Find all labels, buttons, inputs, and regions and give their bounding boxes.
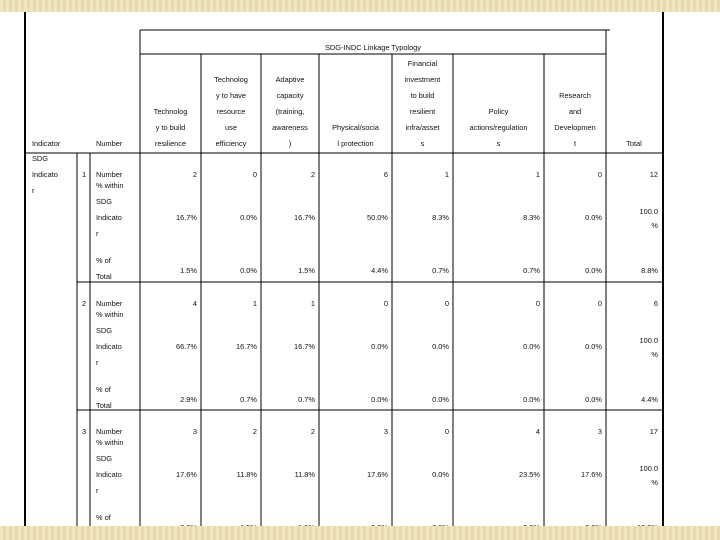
row-group-label: SDG [32, 154, 49, 163]
row-id: 2 [82, 299, 87, 308]
cell-value: 0.0% [585, 213, 602, 222]
measure-label-within: r [96, 486, 99, 495]
cell-value: 12 [649, 170, 658, 179]
column-header: use [225, 123, 237, 132]
row-id: 1 [82, 170, 87, 179]
cell-value: 0 [383, 299, 388, 308]
column-header: to build [410, 91, 435, 100]
cell-value: 0.0% [432, 470, 449, 479]
column-header: Adaptive [275, 75, 305, 84]
cell-value: 0.0% [523, 342, 540, 351]
cell-value: 1 [252, 299, 257, 308]
measure-label-within: Indicato [96, 470, 122, 479]
measure-label-total: Total [96, 401, 112, 410]
measure-label-total: % of [96, 256, 111, 265]
column-header: t [573, 139, 577, 148]
cell-value: 16.7% [294, 342, 315, 351]
column-header: l protection [337, 139, 374, 148]
crosstab-grid [26, 12, 662, 526]
cell-value: 0 [535, 299, 540, 308]
column-header: y to build [155, 123, 186, 132]
measure-label-within: r [96, 229, 99, 238]
cell-value: 0 [597, 170, 602, 179]
measure-label-within: Indicato [96, 213, 122, 222]
cell-value: 50.0% [367, 213, 388, 222]
column-header: Research [559, 91, 591, 100]
measure-label-count: Number [96, 299, 123, 308]
measure-label-within: SDG [96, 326, 113, 335]
cell-value: 0.0% [523, 395, 540, 404]
column-header: and [568, 107, 582, 116]
measure-label-within: % within [96, 181, 124, 190]
column-header: efficiency [215, 139, 247, 148]
cell-value: 16.7% [176, 213, 197, 222]
column-header: capacity [276, 91, 304, 100]
cell-value: 0.0% [585, 395, 602, 404]
measure-label-total: % of [96, 385, 111, 394]
cell-value: 2 [252, 427, 257, 436]
crosstab-table [24, 12, 664, 526]
measure-label-count: Number [96, 170, 123, 179]
cell-value: 0.7% [240, 395, 257, 404]
cell-value: 0.0% [371, 395, 388, 404]
cell-value: 4 [535, 427, 540, 436]
row-group-label: Indicato [32, 170, 58, 179]
column-header: Policy [488, 107, 509, 116]
cell-value: 17.6% [367, 470, 388, 479]
measure-label-within: SDG [96, 197, 113, 206]
row-group-label: r [32, 186, 35, 195]
column-header: Financial [407, 59, 438, 68]
cell-value: 0.7% [432, 266, 449, 275]
typology-header: SDG-INDC Linkage Typology [325, 43, 421, 52]
cell-value: 1 [310, 299, 315, 308]
cell-value: 0.7% [298, 395, 315, 404]
stub-header-number: Number [96, 139, 123, 148]
measure-label-within: SDG [96, 454, 113, 463]
measure-label-within: % within [96, 310, 124, 319]
cell-value: 17.6% [176, 470, 197, 479]
cell-value: 0.0% [585, 342, 602, 351]
cell-value: 4.4% [641, 395, 658, 404]
cell-value: 17 [649, 427, 658, 436]
cell-value: 2.9% [180, 395, 197, 404]
column-header: ) [288, 139, 292, 148]
cell-value: 66.7% [176, 342, 197, 351]
cell-value: 2 [192, 170, 197, 179]
cell-value: 0 [444, 299, 449, 308]
column-header: (training, [275, 107, 305, 116]
cell-value: 8.8% [641, 266, 658, 275]
cell-value: 0.0% [240, 266, 257, 275]
cell-value: 0.0% [585, 266, 602, 275]
cell-value: 16.7% [294, 213, 315, 222]
cell-value: 0.0% [432, 342, 449, 351]
cell-value: 8.3% [523, 213, 540, 222]
cell-value: % [651, 478, 658, 487]
column-header: Technolog [153, 107, 188, 116]
column-header: s [496, 139, 501, 148]
cell-value: 0.0% [432, 395, 449, 404]
cell-value: 0.7% [523, 266, 540, 275]
cell-value: 3 [192, 427, 197, 436]
cell-value: 1.5% [180, 266, 197, 275]
cell-value: 100.0 [639, 336, 658, 345]
cell-value: 17.6% [581, 470, 602, 479]
measure-label-within: % within [96, 438, 124, 447]
measure-label-total: Total [96, 272, 112, 281]
cell-value: 23.5% [519, 470, 540, 479]
cell-value: 1 [535, 170, 540, 179]
cell-value: 3 [597, 427, 602, 436]
cell-value: 0 [252, 170, 257, 179]
column-header: infra/asset [405, 123, 440, 132]
cell-value: 1.5% [298, 266, 315, 275]
cell-value: 11.8% [294, 470, 315, 479]
cell-value: 2 [310, 427, 315, 436]
top-decorative-border [0, 0, 720, 12]
cell-value: 100.0 [639, 207, 658, 216]
measure-label-within: Indicato [96, 342, 122, 351]
cell-value: % [651, 221, 658, 230]
measure-label-within: r [96, 358, 99, 367]
measure-label-total: % of [96, 513, 111, 522]
column-header: investment [404, 75, 441, 84]
column-header: resilience [154, 139, 187, 148]
cell-value: 0.0% [371, 342, 388, 351]
cell-value: 4.4% [371, 266, 388, 275]
column-header: Developmen [554, 123, 596, 132]
column-header: actions/regulation [469, 123, 528, 132]
cell-value: 11.8% [236, 470, 257, 479]
column-header: s [420, 139, 425, 148]
bottom-decorative-border [0, 526, 720, 540]
cell-value: 0 [444, 427, 449, 436]
cell-value: 6 [653, 299, 658, 308]
measure-label-count: Number [96, 427, 123, 436]
column-header: resource [216, 107, 246, 116]
cell-value: % [651, 350, 658, 359]
row-id: 3 [82, 427, 87, 436]
column-header: awareness [272, 123, 308, 132]
column-header: Technolog [214, 75, 248, 84]
cell-value: 6 [383, 170, 388, 179]
cell-value: 0.0% [240, 213, 257, 222]
cell-value: 3 [383, 427, 388, 436]
cell-value: 16.7% [236, 342, 257, 351]
column-header: resilient [409, 107, 436, 116]
cell-value: 4 [192, 299, 197, 308]
stub-header-indicator: Indicator [32, 139, 61, 148]
cell-value: 8.3% [432, 213, 449, 222]
cell-value: 0 [597, 299, 602, 308]
column-header: Total [626, 139, 642, 148]
cell-value: 2 [310, 170, 315, 179]
cell-value: 1 [444, 170, 449, 179]
cell-value: 100.0 [639, 464, 658, 473]
column-header: Physical/socia [332, 123, 379, 132]
column-header: y to have [216, 91, 246, 100]
